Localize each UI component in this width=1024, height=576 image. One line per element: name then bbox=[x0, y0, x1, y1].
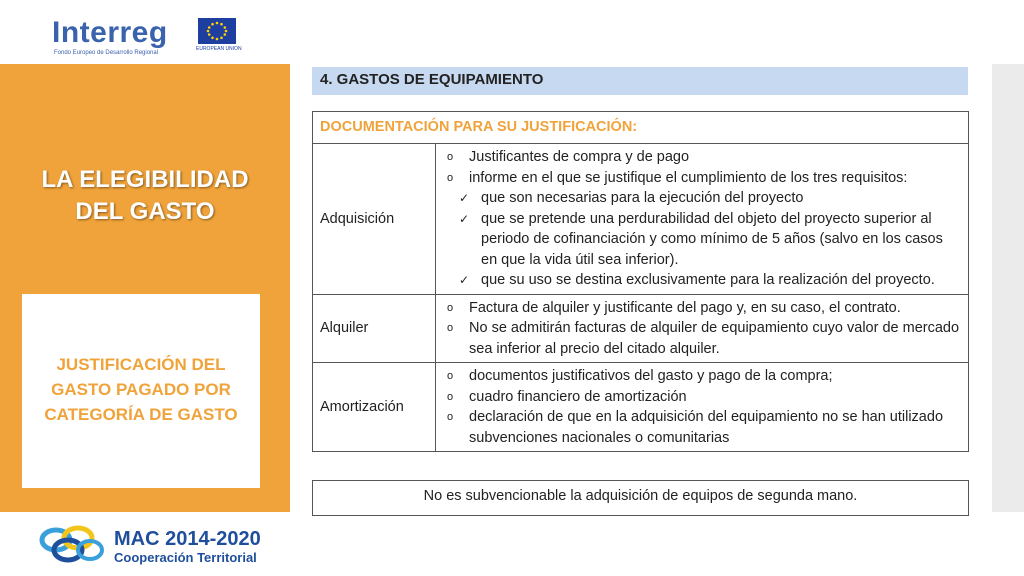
bullet-icon: o bbox=[447, 370, 454, 382]
subtitle-box bbox=[22, 294, 260, 488]
bullet-icon: o bbox=[447, 322, 454, 334]
mac-subtitle: Cooperación Territorial bbox=[114, 550, 257, 565]
right-scroll-strip bbox=[992, 64, 1024, 512]
category-cell: Amortización bbox=[313, 363, 436, 452]
subtitle-line1: JUSTIFICACIÓN DEL bbox=[56, 355, 226, 374]
bullet-icon: o bbox=[447, 151, 454, 163]
documents-cell bbox=[436, 363, 969, 452]
list-item bbox=[443, 366, 961, 387]
list-item bbox=[443, 270, 961, 291]
list-item bbox=[443, 407, 961, 448]
list-item-text: cuadro financiero de amortización bbox=[469, 388, 687, 405]
list-item bbox=[443, 168, 961, 189]
list-item bbox=[443, 188, 961, 209]
list-item bbox=[443, 318, 961, 359]
category-cell: Alquiler bbox=[313, 294, 436, 363]
documents-cell bbox=[436, 144, 969, 295]
requirements-list bbox=[443, 188, 961, 291]
list-item-text: que se pretende una perdurabilidad del objeto del proyecto superior al periodo de cofinanciación y como mínimo de 5 años (salvo en los casos en que la vida útil sea inferior). bbox=[481, 210, 943, 268]
eu-label: EUROPEAN UNION bbox=[196, 46, 242, 52]
main-title-line1: LA ELEGIBILIDAD bbox=[41, 166, 249, 193]
table-header-row bbox=[313, 112, 969, 144]
list-item-text: Justificantes de compra y de pago bbox=[469, 149, 690, 165]
list-item-text: Factura de alquiler y justificante del pago y, en su caso, el contrato. bbox=[469, 299, 901, 316]
list-item-text: que su uso se destina exclusivamente para la realización del proyecto. bbox=[481, 272, 935, 288]
bullet-icon: o bbox=[447, 411, 454, 423]
list-item-text: declaración de que en la adquisición del equipamiento no se han utilizado subvenciones nacionales o comunitarias bbox=[469, 409, 944, 446]
list-item bbox=[443, 147, 961, 168]
left-panel bbox=[0, 64, 290, 512]
subtitle-line3: CATEGORÍA DE GASTO bbox=[44, 405, 238, 424]
eu-flag-icon bbox=[198, 18, 236, 44]
check-icon: ✓ bbox=[459, 191, 470, 205]
check-icon: ✓ bbox=[459, 273, 470, 287]
subtitle bbox=[22, 352, 260, 427]
bullet-icon: o bbox=[447, 171, 454, 184]
table-row bbox=[313, 294, 969, 363]
list-item-text: No se admitirán facturas de alquiler de equipamiento cuyo valor de mercado sea inferior al precio del citado alquiler. bbox=[469, 320, 960, 357]
main-title bbox=[0, 164, 290, 228]
table-header: DOCUMENTACIÓN PARA SU JUSTIFICACIÓN: bbox=[313, 112, 969, 144]
documents-list bbox=[443, 366, 961, 448]
list-item bbox=[443, 387, 961, 408]
interreg-wordmark: Interreg bbox=[52, 16, 168, 49]
table-row bbox=[313, 144, 969, 295]
documents-list bbox=[443, 298, 961, 360]
documentation-table bbox=[312, 111, 969, 452]
list-item bbox=[443, 298, 961, 319]
list-item-text: que son necesarias para la ejecución del proyecto bbox=[481, 190, 804, 206]
documents-cell bbox=[436, 294, 969, 363]
documents-list bbox=[443, 147, 961, 188]
list-item-text: documentos justificativos del gasto y pago de la compra; bbox=[469, 368, 833, 384]
bullet-icon: o bbox=[447, 301, 454, 314]
bullet-icon: o bbox=[447, 390, 454, 403]
mac-title: MAC 2014-2020 bbox=[114, 528, 261, 550]
subtitle-line2: GASTO PAGADO POR bbox=[51, 380, 231, 399]
list-item bbox=[443, 209, 961, 271]
interreg-subtitle: Fondo Europeo de Desarrollo Regional bbox=[54, 50, 159, 56]
category-cell: Adquisición bbox=[313, 144, 436, 295]
list-item-text: informe en el que se justifique el cumplimiento de los tres requisitos: bbox=[469, 169, 908, 186]
table-row bbox=[313, 363, 969, 452]
section-title: 4. GASTOS DE EQUIPAMIENTO bbox=[312, 67, 968, 95]
main-title-line2: DEL GASTO bbox=[75, 198, 215, 225]
mac-rings-icon bbox=[34, 520, 112, 568]
mac-logo bbox=[34, 520, 284, 570]
check-icon: ✓ bbox=[459, 211, 470, 226]
note-box: No es subvencionable la adquisición de equipos de segunda mano. bbox=[312, 480, 969, 516]
